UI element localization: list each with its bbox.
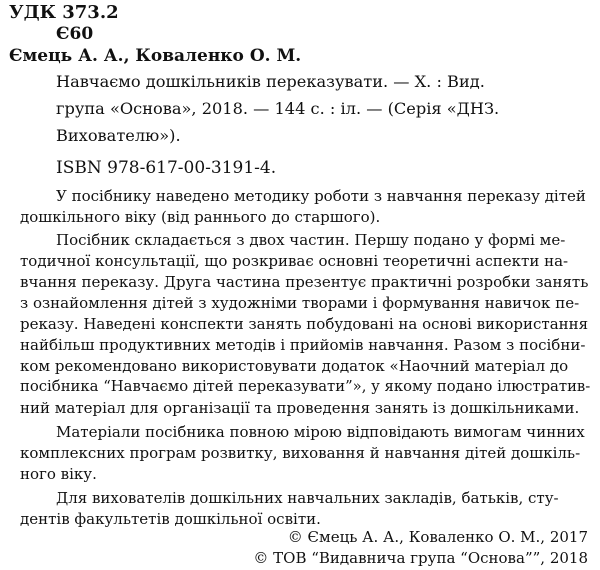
annotation-line: з ознайомлення дітей з художніми творами і формування навичок пе- (20, 294, 580, 312)
copyright-authors: © Ємець А. А., Коваленко О. М., 2017 (287, 528, 588, 546)
isbn-line: ISBN 978-617-00-3191-4. (56, 158, 277, 178)
annotation-line: дентів факультетів дошкільної освіти. (20, 510, 321, 528)
authors-line: Ємець А. А., Коваленко О. М. (9, 46, 302, 66)
annotation-line: реказу. Наведені конспекти занять побудовані на основі використання (20, 315, 589, 333)
copyright-publisher: © ТОВ “Видавнича група “Основа””, 2018 (253, 549, 588, 567)
annotation-line: Посібник складається з двох частин. Першу подано у формі ме- (56, 231, 566, 249)
annotation-line: найбільш продуктивних методів і прийомів навчання. Разом з посібни- (20, 336, 586, 354)
annotation-line: ком рекомендовано використовувати додаток «Наочний матеріал до (20, 357, 569, 375)
annotation-line: ний матеріал для організації та проведення занять із дошкільниками. (20, 399, 580, 417)
annotation-line: У посібнику наведено методику роботи з навчання переказу дітей (56, 187, 586, 205)
annotation-line: посібника “Навчаємо дітей переказувати”», у якому подано ілюстратив- (20, 378, 591, 395)
bibliographic-line: Вихователю»). (56, 126, 181, 145)
annotation-line: дошкільного віку (від раннього до старшого). (20, 208, 381, 226)
udk-code: УДК 373.2 (9, 2, 119, 23)
annotation-line: ного віку. (20, 465, 97, 483)
annotation-line: Для вихователів дошкільних навчальних закладів, батьків, сту- (56, 489, 559, 507)
annotation-line: тодичної консультації, що розкриває основні теоретичні аспекти на- (20, 252, 569, 270)
bibliographic-line: група «Основа», 2018. — 144 с. : іл. — (Серія «ДНЗ. (56, 99, 500, 118)
annotation-line: комплексних програм розвитку, виховання й навчання дітей дошкіль- (20, 444, 581, 462)
bibliographic-line: Навчаємо дошкільників переказувати. — Х. : Вид. (56, 72, 485, 91)
annotation-line: вчання переказу. Друга частина презентує практичні розробки занять (20, 273, 589, 291)
annotation-line: Матеріали посібника повною мірою відповідають вимогам чинних (56, 423, 585, 441)
classification-code: Є60 (56, 24, 94, 44)
